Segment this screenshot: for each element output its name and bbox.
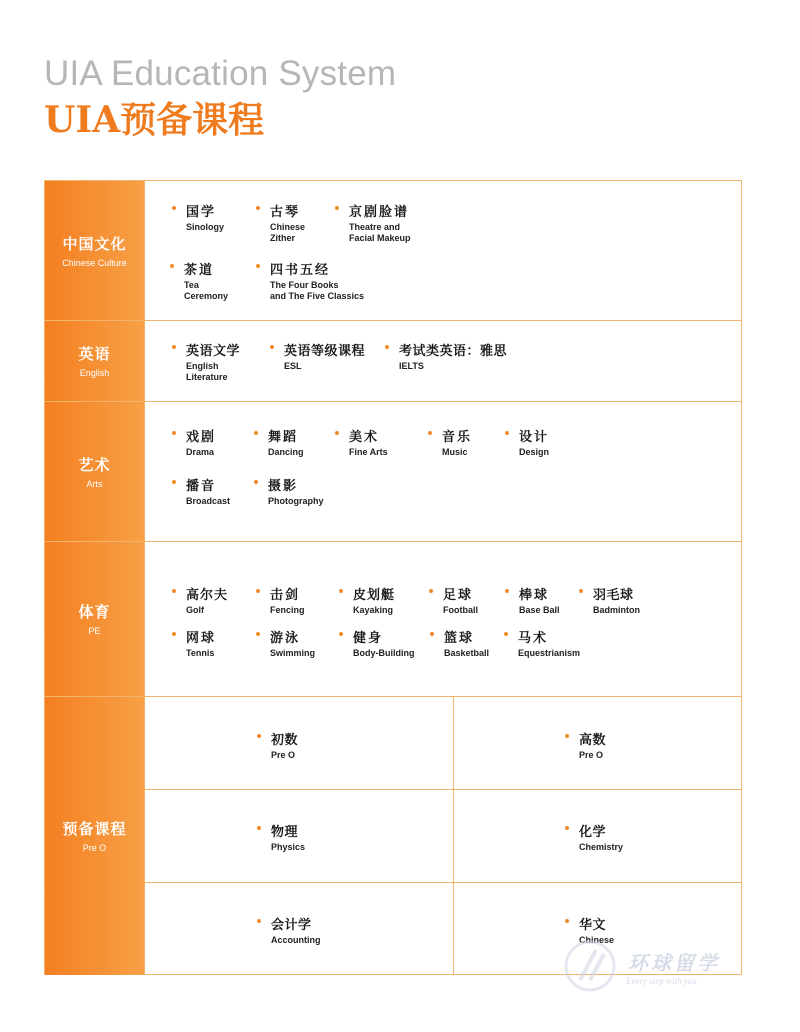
section-en: PE	[88, 626, 101, 636]
course-cn: 四书五经	[270, 263, 331, 278]
section-en: Pre O	[82, 843, 107, 853]
col-divider	[453, 696, 454, 975]
bullet-icon	[579, 589, 583, 593]
section-cn: 英语	[78, 345, 111, 363]
bullet-icon	[256, 206, 260, 210]
title-en: UIA Education System	[44, 54, 397, 93]
course-en: Chemistry	[579, 842, 624, 852]
course-cn: 古琴	[270, 205, 301, 220]
bullet-icon	[257, 919, 261, 923]
course-item	[256, 627, 315, 659]
course-en: Equestrianism	[518, 648, 581, 658]
course-en: Chinese	[579, 935, 615, 945]
course-en: English Literature	[186, 361, 228, 382]
bullet-icon	[565, 919, 569, 923]
bullet-icon	[254, 431, 258, 435]
course-item	[172, 584, 228, 616]
section-en: Arts	[86, 478, 103, 489]
course-item	[270, 340, 365, 372]
section-en: English	[79, 368, 110, 378]
course-en: Sinology	[186, 222, 224, 232]
course-cn: 皮划艇	[353, 588, 396, 603]
course-item	[385, 340, 507, 372]
course-en: Pre O	[579, 750, 604, 760]
course-cn: 播音	[186, 479, 217, 494]
bullet-icon	[256, 264, 260, 268]
row-divider	[144, 789, 742, 790]
bullet-icon	[504, 632, 508, 636]
course-en: Design	[519, 447, 550, 457]
course-cn: 考试类英语：雅思	[399, 344, 508, 359]
course-item	[257, 914, 321, 946]
course-item	[170, 259, 228, 302]
watermark-subtext: Every step with you	[626, 976, 697, 986]
course-item	[254, 426, 304, 458]
course-cn: 羽毛球	[593, 588, 634, 603]
course-en: Accounting	[271, 935, 321, 945]
course-en: Base Ball	[519, 605, 560, 615]
section-cn: 体育	[78, 603, 111, 621]
course-en: Golf	[186, 605, 204, 615]
course-cn: 设计	[519, 430, 550, 445]
course-en: The Four Books and The Five Classics	[270, 280, 365, 301]
course-item	[339, 627, 415, 659]
bullet-icon	[335, 431, 339, 435]
course-item	[172, 426, 216, 458]
bullet-icon	[256, 632, 260, 636]
bullet-icon	[385, 345, 389, 349]
course-en: Theatre and Facial Makeup	[349, 222, 411, 243]
bullet-icon	[172, 589, 176, 593]
bullet-icon	[170, 264, 174, 268]
bullet-icon	[270, 345, 274, 349]
course-cn: 摄影	[268, 479, 299, 494]
course-cn: 高尔夫	[186, 588, 229, 603]
course-en: Fencing	[270, 605, 305, 615]
course-cn: 戏剧	[186, 430, 217, 445]
course-cn: 击剑	[270, 588, 301, 603]
bullet-icon	[172, 431, 176, 435]
course-cn: 京剧脸谱	[349, 205, 410, 220]
course-item	[256, 259, 364, 302]
row-divider	[45, 320, 742, 321]
col-divider	[144, 181, 145, 975]
course-item	[257, 821, 305, 853]
bullet-icon	[335, 206, 339, 210]
bullet-icon	[257, 826, 261, 830]
course-en: Kayaking	[353, 605, 394, 615]
bullet-icon	[254, 480, 258, 484]
course-item	[172, 475, 230, 507]
bullet-icon	[172, 206, 176, 210]
course-en: Basketball	[444, 648, 490, 658]
course-en: Broadcast	[186, 496, 231, 506]
section-label-pe	[45, 541, 144, 696]
watermark-text: 环球留学	[628, 951, 720, 975]
section-label-pre-o	[45, 696, 144, 975]
course-en: Body-Building	[353, 648, 415, 658]
course-cn: 足球	[443, 588, 474, 603]
bullet-icon	[505, 431, 509, 435]
course-item	[335, 426, 388, 458]
bullet-icon	[172, 632, 176, 636]
row-divider	[45, 401, 742, 402]
course-cn: 健身	[353, 631, 384, 646]
course-item	[430, 627, 489, 659]
title-cn: UIA预备课程	[44, 99, 265, 141]
course-cn: 高数	[579, 733, 607, 748]
course-item	[579, 584, 640, 616]
course-en: Chinese Zither	[270, 222, 306, 243]
course-cn: 英语文学	[186, 344, 241, 359]
course-en: Badminton	[593, 605, 640, 615]
course-en: Photography	[268, 496, 324, 506]
section-label-english	[45, 320, 144, 401]
section-label-chinese-culture	[45, 181, 144, 320]
bullet-icon	[257, 734, 261, 738]
course-item	[335, 201, 411, 244]
bullet-icon	[172, 480, 176, 484]
course-item	[565, 729, 606, 761]
course-cn: 舞蹈	[268, 430, 299, 445]
course-en: Music	[442, 447, 468, 457]
section-en: Chinese Culture	[62, 258, 127, 268]
row-divider	[45, 696, 742, 697]
bullet-icon	[565, 734, 569, 738]
course-item	[339, 584, 395, 616]
bullet-icon	[172, 345, 176, 349]
course-cn: 初数	[271, 733, 299, 748]
course-en: Swimming	[270, 648, 316, 658]
course-cn: 网球	[186, 631, 217, 646]
course-cn: 华文	[579, 918, 607, 933]
course-cn: 音乐	[442, 430, 473, 445]
bullet-icon	[339, 589, 343, 593]
course-cn: 马术	[518, 631, 549, 646]
course-en: Pre O	[271, 750, 296, 760]
course-cn: 会计学	[271, 918, 312, 933]
course-en: Tennis	[186, 648, 215, 658]
course-item	[428, 426, 472, 458]
course-cn: 物理	[271, 825, 299, 840]
course-en: Football	[443, 605, 478, 615]
bullet-icon	[430, 632, 434, 636]
course-item	[505, 426, 549, 458]
bullet-icon	[256, 589, 260, 593]
course-en: IELTS	[399, 361, 424, 371]
course-en: Tea Ceremony	[184, 280, 229, 301]
course-cn: 英语等级课程	[284, 344, 366, 359]
bullet-icon	[565, 826, 569, 830]
course-en: Fine Arts	[349, 447, 388, 457]
course-cn: 国学	[186, 205, 217, 220]
course-cn: 化学	[579, 825, 607, 840]
course-cn: 棒球	[519, 588, 550, 603]
section-cn: 中国文化	[62, 235, 127, 253]
course-item	[504, 627, 580, 659]
course-en: ESL	[284, 361, 302, 371]
course-item	[256, 584, 305, 616]
course-item	[256, 201, 305, 244]
course-en: Drama	[186, 447, 215, 457]
course-item	[172, 340, 240, 383]
section-cn: 预备课程	[62, 820, 127, 838]
bullet-icon	[428, 431, 432, 435]
row-divider	[144, 882, 742, 883]
bullet-icon	[429, 589, 433, 593]
course-item	[172, 627, 216, 659]
course-item	[254, 475, 324, 507]
course-cn: 游泳	[270, 631, 301, 646]
row-divider	[45, 541, 742, 542]
bullet-icon	[505, 589, 509, 593]
course-cn: 茶道	[184, 263, 215, 278]
course-item	[257, 729, 298, 761]
course-item	[429, 584, 478, 616]
section-cn: 艺术	[78, 455, 111, 474]
course-cn: 美术	[349, 430, 380, 445]
section-label-arts	[45, 401, 144, 541]
course-en: Physics	[271, 842, 306, 852]
course-item	[565, 821, 623, 853]
course-item	[505, 584, 560, 616]
course-en: Dancing	[268, 447, 304, 457]
course-item	[172, 201, 224, 233]
course-cn: 篮球	[444, 631, 475, 646]
bullet-icon	[339, 632, 343, 636]
curriculum-table	[44, 180, 742, 975]
